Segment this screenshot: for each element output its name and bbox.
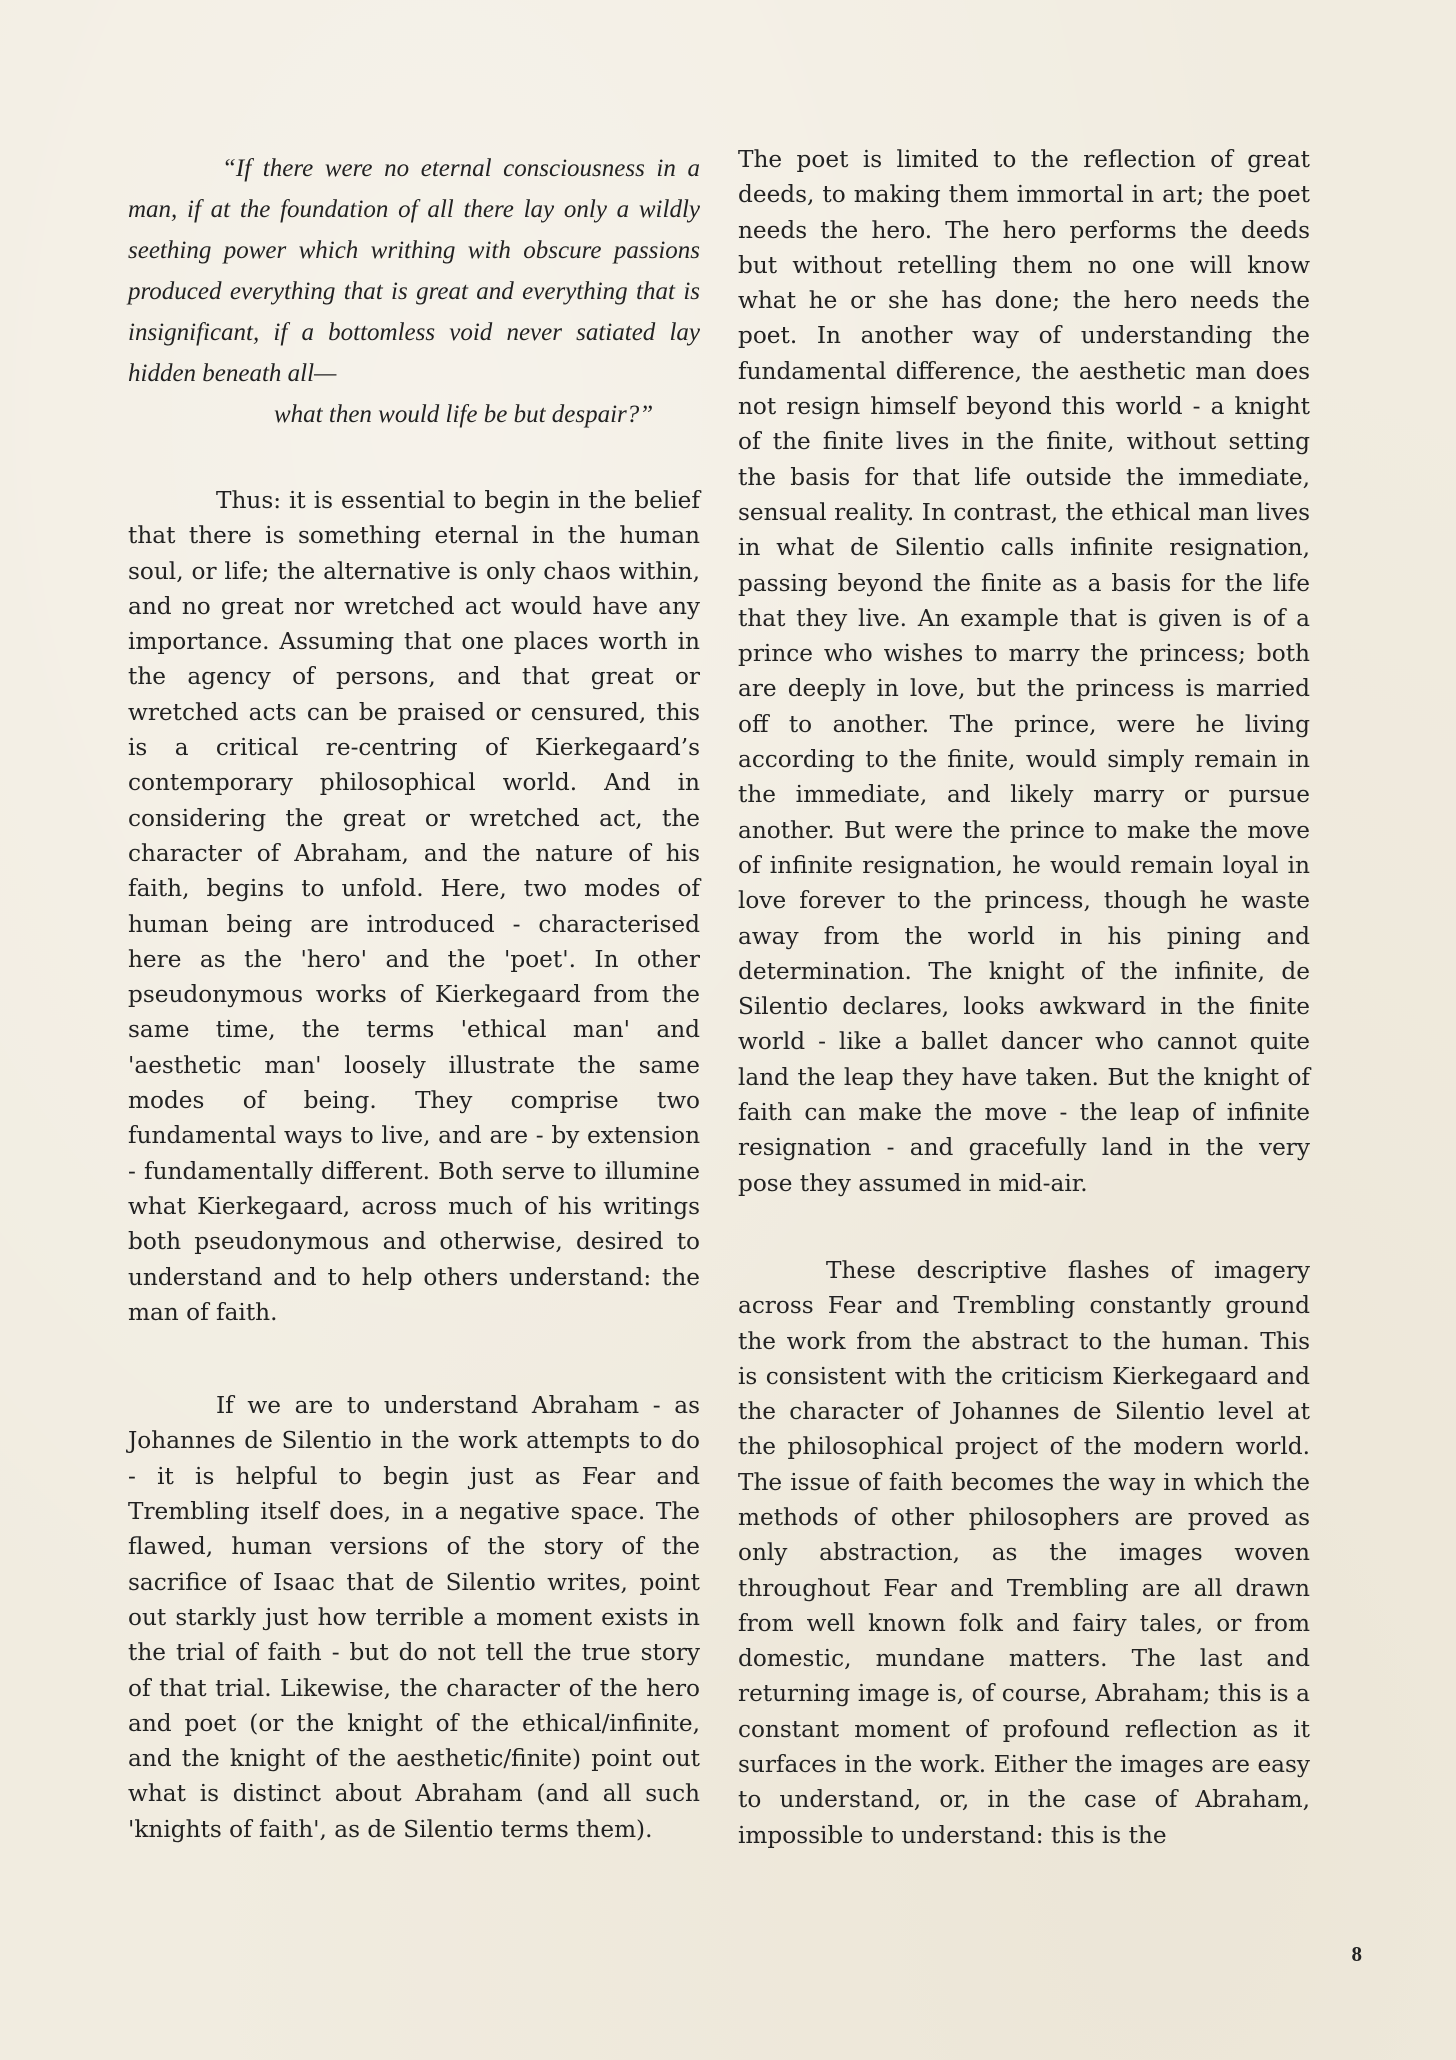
block-quote: “If there were no eternal consciousness in a man, if at the foundation of all there lay only a wildly seething power which writhing with obscure passions produced everything that is great and everything that is insignificant, if a bottomless void never satiated lay hidden beneath all— xyxy=(128,155,700,387)
right-column xyxy=(738,142,1310,1853)
right-paragraph-2: These descriptive flashes of imagery across Fear and Trembling constantly ground the work from the abstract to the human. This is consistent with the criticism Kierkegaard and the character of Johannes de Silentio level at the philosophical project of the modern world. The issue of faith becomes the way in which the methods of other philosophers are proved as only abstraction, as the images woven throughout Fear and Trembling are all drawn from well known folk and fairy tales, or from domestic, mundane matters. The last and returning image is, of course, Abraham; this is a constant moment of profound reflection as it surfaces in the work. Either the images are easy to understand, or, in the case of Abraham, impossible to understand: this is the xyxy=(738,1256,1310,1849)
right-paragraph-1: The poet is limited to the reflection of great deeds, to making them immortal in art; the poet needs the hero. The hero performs the deeds but without retelling them no one will know what he or she has done; the hero needs the poet. In another way of understanding the fundamental difference, the aesthetic man does not resign himself beyond this world - a knight of the finite lives in the finite, without setting the basis for that life outside the immediate, sensual reality. In contrast, the ethical man lives in what de Silentio calls infinite resignation, passing beyond the finite as a basis for the life that they live. An example that is given is of a prince who wishes to marry the princess; both are deeply in love, but the princess is married off to another. The prince, were he living according to the finite, would simply remain in the immediate, and likely marry or pursue another. But were the prince to make the move of infinite resignation, he would remain loyal in love forever to the princess, though he waste away from the world in his pining and determination. The knight of the infinite, de Silentio declares, looks awkward in the finite world - like a ballet dancer who cannot quite land the leap they have taken. But the knight of faith can make the move - the leap of infinite resignation - and gracefully land in the very pose they assumed in mid-air. xyxy=(738,146,1310,1197)
left-paragraph-1: Thus: it is essential to begin in the belief that there is something eternal in the human soul, or life; the alternative is only chaos within, and no great nor wretched act would have any importance. Assuming that one places worth in the agency of persons, and that great or wretched acts can be praised or censured, this is a critical re-centring of Kierkegaard’s contemporary philosophical world. And in considering the great or wretched act, the character of Abraham, and the nature of his faith, begins to unfold. Here, two modes of human being are introduced - characterised here as the 'hero' and the 'poet'. In other pseudonymous works of Kierkegaard from the same time, the terms 'ethical man' and 'aesthetic man' loosely illustrate the same modes of being. They comprise two fundamental ways to live, and are - by extension - fundamentally different. Both serve to illumine what Kierkegaard, across much of his writings both pseudonymous and otherwise, desired to understand and to help others understand: the man of faith. xyxy=(128,487,700,1326)
left-column xyxy=(128,142,700,1847)
block-quote-ending: what then would life be but despair?” xyxy=(274,401,654,428)
left-paragraph-2: If we are to understand Abraham - as Johannes de Silentio in the work attempts to do - it is helpful to begin just as Fear and Trembling itself does, in a negative space. The flawed, human versions of the story of the sacrifice of Isaac that de Silentio writes, point out starkly just how terrible a moment exists in the trial of faith - but do not tell the true story of that trial. Likewise, the character of the hero and poet (or the knight of the ethical/infinite, and the knight of the aesthetic/finite) point out what is distinct about Abraham (and all such 'knights of faith', as de Silentio terms them). xyxy=(128,1392,700,1843)
page-number: 8 xyxy=(1351,1942,1362,1966)
